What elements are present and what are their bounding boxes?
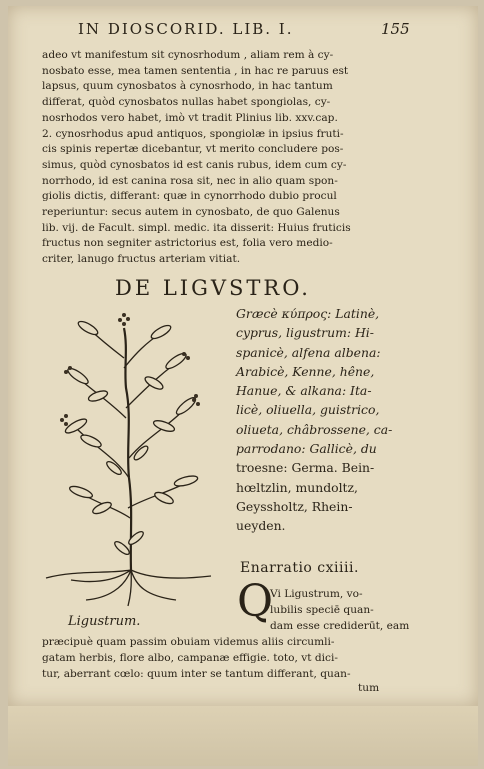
plant-caption: Ligustrum.: [68, 614, 141, 629]
section-title: DE LIGVSTRO.: [115, 276, 311, 300]
text-line: reperiuntur: secus autem in cynosbato, de quo Galenus: [42, 206, 340, 219]
synonym-line: parrodano: Gallicè, du: [236, 441, 377, 457]
text-line: norrhodo, id est canina rosa sit, nec in alio quam spon-: [42, 174, 338, 187]
text-line: Vi Ligustrum, vo-: [270, 588, 363, 600]
text-line: differat, quòd cynosbatos nullas habet spongiolas, cy-: [42, 96, 331, 109]
synonym-line: spanicè, alfena albena:: [236, 344, 381, 360]
synonym-line: ueyden.: [236, 518, 286, 534]
text-line: gatam herbis, flore albo, campanæ effigie. toto, vt dici-: [42, 652, 338, 664]
commentary-heading: Enarratio cxiiii.: [240, 560, 359, 576]
text-line: fructus non segniter astrictorius est, folia vero medio-: [42, 237, 333, 250]
text-line: criter, lanugo fructus arteriam vitiat.: [42, 253, 241, 266]
text-line: tur, aberrant cœlo: quum inter se tantum differant, quan-: [42, 668, 351, 680]
commentary-opening: [270, 586, 409, 634]
plant-illustration: [36, 308, 226, 608]
text-line: giolis dictis, differant: quæ in cynorrhodo dubio procul: [42, 190, 337, 203]
running-title: IN DIOSCORID. LIB. I.: [78, 20, 294, 38]
commentary-text: [42, 634, 387, 682]
text-line: lib. vij. de Facult. simpl. medic. ita disserit: Huius fruticis: [42, 221, 351, 234]
text-line: cis spinis repertæ dicebantur, vt merito concludere pos-: [42, 143, 344, 156]
text-line: simus, quòd cynosbatos id est canis rubus, idem cum cy-: [42, 158, 347, 171]
text-line: 2. cynosrhodus apud antiquos, spongiolæ in ipsius fruti-: [42, 127, 344, 140]
body-text: [42, 48, 382, 268]
synonyms-block: [236, 304, 396, 536]
text-line: nosbato esse, mea tamen sententia , in hac re paruus est: [42, 64, 349, 77]
text-line: nosrhodos vero habet, imò vt tradit Plinius lib. xxv.cap.: [42, 111, 338, 124]
synonym-line: oliueta, châbrossene, ca-: [236, 421, 393, 437]
book-page: [8, 6, 478, 706]
synonym-line: cyprus, ligustrum: Hi-: [236, 325, 374, 341]
synonym-line: troesne: Germa. Bein-: [236, 460, 375, 476]
synonym-line: Arabicè, Kenne, hêne,: [236, 363, 375, 379]
text-line: dam esse crediderūt, eam: [270, 620, 410, 632]
synonym-line: hœltzlin, mundoltz,: [236, 479, 358, 495]
synonym-line: Græcè κύπρος: Latinè,: [236, 306, 380, 321]
text-line: lapsus, quum cynosbatos à cynosrhodo, in hac tantum: [42, 80, 333, 93]
synonym-line: Geyssholtz, Rhein-: [236, 498, 353, 514]
text-line: adeo vt manifestum sit cynosrhodum , aliam rem à cy-: [42, 49, 334, 61]
synonym-line: Hanue, & alkana: Ita-: [236, 383, 372, 399]
page-number: 155: [381, 20, 410, 38]
synonym-line: licè, oliuella, guistrico,: [236, 402, 380, 418]
catchword: tum: [358, 682, 380, 694]
text-line: lubilis speciē quan-: [270, 604, 374, 616]
text-line: præcipuè quam passim obuiam videmus aliis circumli-: [42, 636, 335, 648]
drop-capital: Q: [237, 576, 274, 627]
